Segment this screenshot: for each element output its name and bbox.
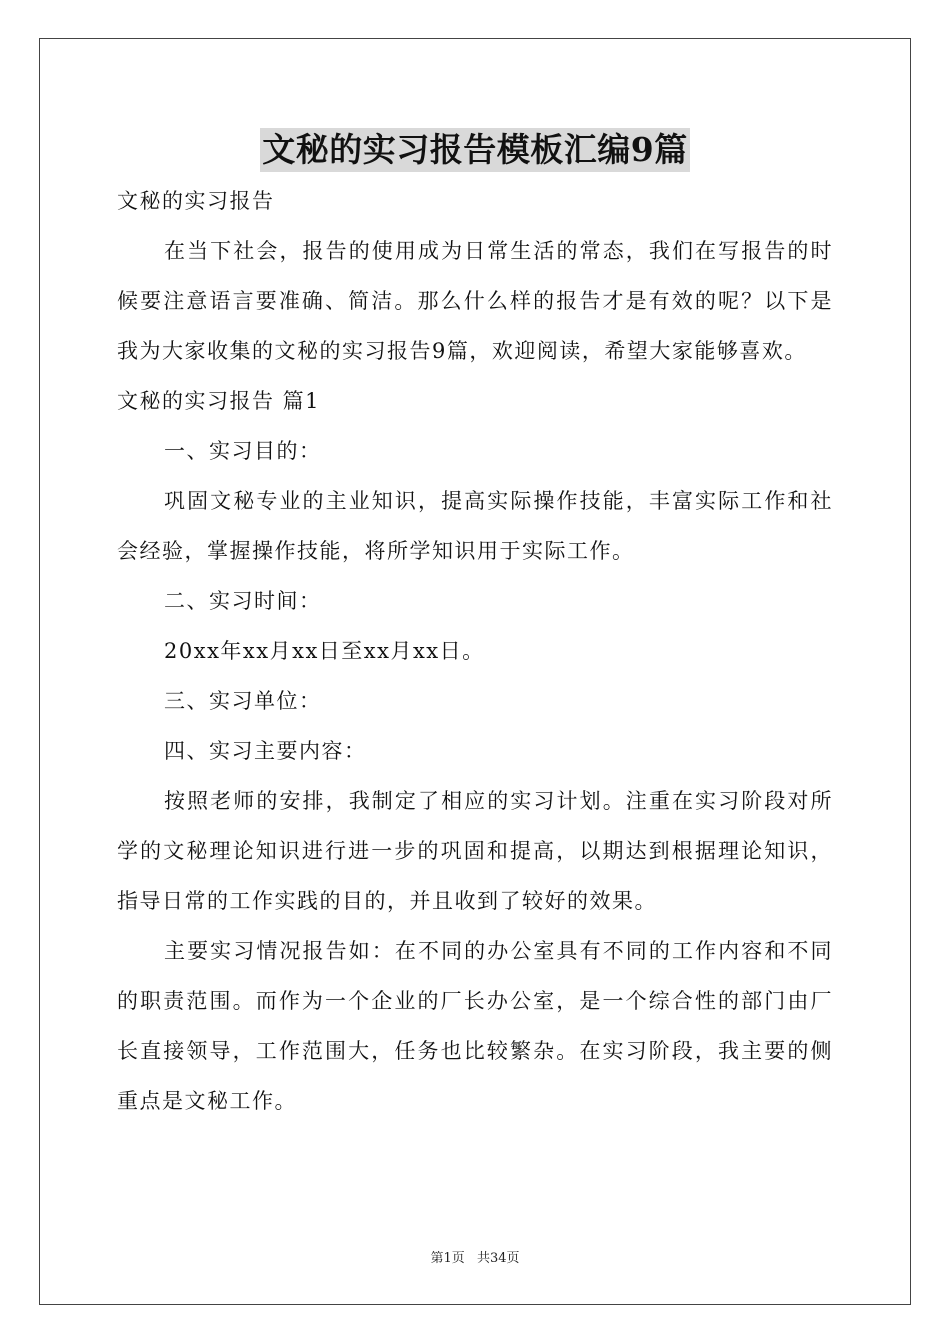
subheading-purpose: 一、实习目的： [164, 439, 322, 463]
title-container [0, 128, 950, 172]
paragraph-heading: 文秘的实习报告 [117, 189, 275, 213]
page-total: 共34页 [476, 1251, 520, 1266]
paragraph-purpose: 巩固文秘专业的主业知识，提高实际操作技能，丰富实际工作和社会经验，掌握操作技能，将所学知识用于实际工作。 [117, 489, 833, 563]
paragraph-intro: 在当下社会，报告的使用成为日常生活的常态，我们在写报告的时候要注意语言要准确、简洁。那么什么样的报告才是有效的呢？以下是我为大家收集的文秘的实习报告9篇，欢迎阅读，希望大家能够喜欢。 [117, 239, 833, 363]
page-number: 第1页 [430, 1251, 465, 1266]
subheading-content: 四、实习主要内容： [164, 739, 367, 763]
paragraph-situation: 主要实习情况报告如：在不同的办公室具有不同的工作内容和不同的职责范围。而作为一个企业的厂长办公室，是一个综合性的部门由厂长直接领导，工作范围大，任务也比较繁杂。在实习阶段，我主要的侧重点是文秘工作。 [117, 939, 833, 1113]
paragraph-plan: 按照老师的安排，我制定了相应的实习计划。注重在实习阶段对所学的文秘理论知识进行进一步的巩固和提高，以期达到根据理论知识，指导日常的工作实践的目的，并且收到了较好的效果。 [117, 789, 833, 913]
paragraph-time: 20xx年xx月xx日至xx月xx日。 [164, 639, 485, 663]
subheading-unit: 三、实习单位： [164, 689, 322, 713]
section-heading: 文秘的实习报告 篇1 [117, 389, 321, 413]
page-footer [0, 1247, 950, 1266]
document-body [117, 176, 833, 1126]
subheading-time: 二、实习时间： [164, 589, 322, 613]
document-title: 文秘的实习报告模板汇编9篇 [260, 128, 689, 172]
